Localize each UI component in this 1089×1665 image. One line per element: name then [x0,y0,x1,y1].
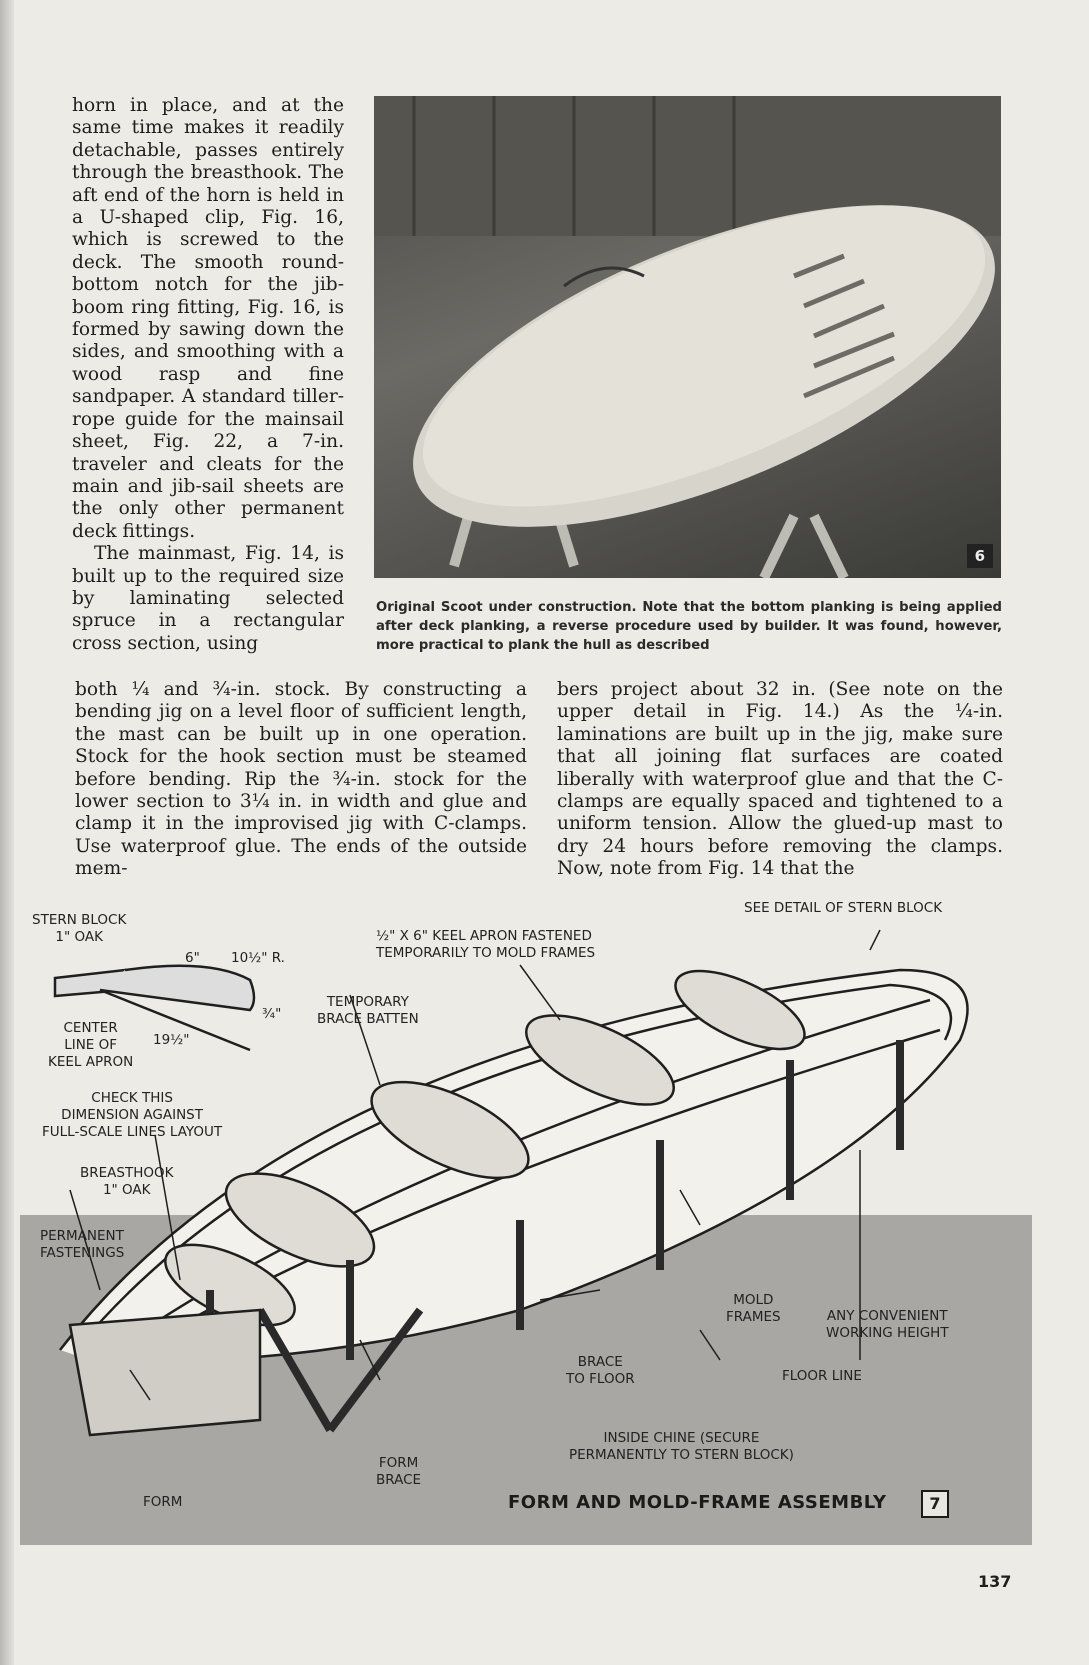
diagram-title: FORM AND MOLD-FRAME ASSEMBLY [508,1492,887,1513]
label-brace-to-floor: BRACE TO FLOOR [566,1354,635,1387]
label-stern-block: STERN BLOCK 1" OAK [32,912,127,945]
label-form: FORM [143,1494,183,1510]
boat-construction-photo [374,96,1001,578]
label-19-half: 19½" [153,1032,190,1048]
left-column-text [72,95,344,655]
body-text-right: bers project about 32 in. (See note on the upper detail in Fig. 14.) As the ¼-in. laminations are built up in the jig, make sure that all joining flat surfaces are coated liberally with waterproof glue and that the C-clamps are equally spaced and tightened to a uniform tension. Allow the glued-up mast to dry 24 hours before removing the clamps. Now, note from Fig. 14 that the [557,679,1003,880]
label-6-inch: 6" [185,950,200,966]
label-mold-frames: MOLD FRAMES [726,1292,781,1325]
label-three-quarter: ¾" [262,1006,282,1022]
figure-number-box: 7 [921,1490,949,1518]
label-keel-apron: ½" X 6" KEEL APRON FASTENED TEMPORARILY TO MOLD FRAMES [376,928,596,961]
page-number: 137 [978,1572,1012,1591]
label-floor-line: FLOOR LINE [782,1368,862,1384]
label-inside-chine: INSIDE CHINE (SECURE PERMANENTLY TO STERN BLOCK) [569,1430,794,1463]
label-temporary-brace-batten: TEMPORARY BRACE BATTEN [317,994,419,1027]
label-center-line: CENTER LINE OF KEEL APRON [48,1020,134,1070]
photo-illustration [374,96,1001,578]
paragraph: The mainmast, Fig. 14, is built up to the required size by laminating selected spruce in a rectangular cross section, using [72,543,344,654]
label-form-brace: FORM BRACE [376,1455,422,1488]
label-check-dimension: CHECK THIS DIMENSION AGAINST FULL-SCALE LINES LAYOUT [42,1090,223,1140]
figure-number-badge: 6 [967,544,993,568]
mold-frame-diagram [0,890,1089,1550]
label-radius: 10½" R. [231,950,285,966]
label-see-detail: SEE DETAIL OF STERN BLOCK [744,900,943,916]
label-working-height: ANY CONVENIENT WORKING HEIGHT [826,1308,949,1341]
paragraph: horn in place, and at the same time makes it readily detachable, passes entirely through the breasthook. The aft end of the horn is held in a U-shaped clip, Fig. 16, which is screwed to the deck. The smooth round-bottom notch for the jib-boom ring fitting, Fig. 16, is formed by sawing down the sides, and smoothing with a wood rasp and fine sandpaper. A standard tiller-rope guide for the mainsail sheet, Fig. 22, a 7-in. traveler and cleats for the main and jib-sail sheets are the only other permanent deck fittings. [72,95,344,542]
body-text-left: both ¼ and ¾-in. stock. By constructing a bending jig on a level floor of sufficient length, the mast can be built up in one operation. Stock for the hook section must be steamed before bending. Rip the ¾-in. stock for the lower section to 3¼ in. in width and glue and clamp it in the improvised jig with C-clamps. Use waterproof glue. The ends of the outside mem- [75,679,527,880]
label-permanent-fastenings: PERMANENT FASTENINGS [40,1228,125,1261]
label-breasthook: BREASTHOOK 1" OAK [80,1165,174,1198]
photo-caption: Original Scoot under construction. Note that the bottom planking is being applied after deck planking, a reverse procedure used by builder. It was found, however, more practical to plank the hull as described [376,600,1002,653]
